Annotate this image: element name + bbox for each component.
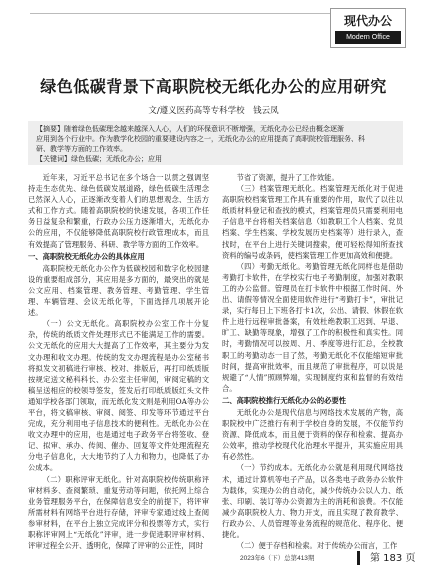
left-column bbox=[28, 172, 209, 551]
footer-bar bbox=[357, 551, 360, 565]
page-number: 第 183 页 bbox=[370, 553, 416, 564]
body-paragraph: 近年来，习近平总书记在多个场合一以贯之强调坚持走生态优先、绿色低碳发展道路，绿色低碳生活理念已然深入人心，正逐渐改变着人们的思想观念、生活方式和工作方式。随着高职院校的快速发展，各项工作任务日益复杂和繁重，行政办公压力逐渐增大，无纸化办公的应用，不仅能够降低高职院校行政管理成本，而且有效提高了管理服务、科研、教学等方面的工作效率。 bbox=[28, 173, 209, 249]
body-paragraph: （一）公文无纸化。高职院校办公室工作十分复杂，传统的纸质文件处理形式已不能满足工作的需要。公文无纸化的应用大大提高了工作效率，其主要分为发文办理和收文办理。传统的发文办理流程是办公室秘书将拟发文初稿进行审核、校对、排版后，再打印纸质版按规定送文秘科科长、办公室主任审阅，审阅定稿的文稿呈送相应的校领导签发，签发后打印纸质版红头文件通知学校各部门领取，而无纸化发文则是利用OA等办公平台，将文稿审核、审阅、阅签、印发等环节通过平台完成，充分利用电子信息技术的便利性。无纸化办公在收文办理中的应用，也是通过电子政务平台将签收、登记、拟审、承办、传阅、催办、回复等文件处理流程充分电子信息化，大大地节约了人力和物力，也降低了办公成本。 bbox=[28, 319, 209, 473]
header-rule bbox=[30, 13, 330, 14]
body-paragraph: 高职院校无纸化办公作为低碳校园和数字化校园建设的重要组成部分，其应用是多方面的，最突出的就是公文应用、档案管理、教务管理、考勤管理、学生管理、车辆管理、会议无纸化等，下面选择几项展开论述。 bbox=[28, 263, 209, 318]
issue-info: 2023年6（下）总第413期 bbox=[240, 555, 315, 562]
section-badge bbox=[330, 8, 406, 48]
section-title-en: Modern Office bbox=[335, 31, 401, 44]
body-paragraph: （一）节约成本。无纸化办公就是利用现代网络技术，通过计算机等电子产品，以各类电子政务办公软件为载体，实现办公的自动化，减少传统办公以人力、纸张、印刷、装订等办公资源为主的消耗和浪费。不仅能减少高职院校人力、物力开支，而且实现了教育教学、行政办公、人员管理等业务流程的规范化、程序化、便捷化。 bbox=[222, 463, 403, 539]
body-paragraph: （二）职称评审无纸化。针对高职院校传统职称评审材料多、查阅繁琐、重复劳动等问题，依托网上综合业务管理服务平台，在保障信息安全的前提下，将评审所需材料有网络平台进行存储，评审专家通过线上查阅参审材料，在平台上独立完成评分和投票等方式，实行职称评审网上“无纸化”评审，进一步促进职评审材料、评审过程全公开、透明化，保障了评审的公正性，同时 bbox=[28, 474, 209, 551]
section-title-cn: 现代办公 bbox=[343, 14, 392, 28]
article-title: 绿色低碳背景下高职院校无纸化办公的应用研究 bbox=[40, 77, 387, 96]
right-column bbox=[222, 172, 403, 551]
body-paragraph: （三）档案管理无纸化。档案管理无纸化对于促进高职院校档案管理工作具有重要的作用，取代了以往以纸质材料登记和查找的模式，档案管理员只需要利用电子信息平台将相关档案信息（如教职工个人档案、党员档案、学生档案、学校发展历史档案等）进行录入，查找时，在平台上进行关键词搜索，便可轻松得知所查找资料的编号或条码，使档案管理工作更加高效和便捷。 bbox=[222, 184, 403, 260]
abstract-line: 应用到各个行业中。作为教学化校园的重要建设内容之一，无纸化办公的应用提高了高职院校管理服务、科 bbox=[36, 135, 365, 143]
keywords-line: 【关键词】绿色低碳；无纸化办公；应用 bbox=[36, 155, 162, 163]
body-paragraph: （四）考勤无纸化。考勤管理无纸化同样也是借助考勤打卡软件，在学校实行电子考勤制度，加强对教职工的办公监督。管理员在打卡软件中根据工作时间、外出、请假等情况全面使用软件进行“考勤打卡”，审批记录，实行每日上下班各打卡1次，公出、请假、休假在软件上进行远程审批备案，有效杜绝教职工迟到、早退、旷工、缺勤等现象，增强了工作的积极性和真实性。同时，考勤情况可以按周、月、季度等进行汇总，全校教职工的考勤动态一目了然，考勤无纸化不仅能缩短审批时间，提高审批效率，而且规范了审批程序，可以说是规避了“人情”照顾弊端，实现制度约束和监督的有效结合。 bbox=[222, 261, 403, 393]
abstract-line: 研、教学等方面的工作效率。 bbox=[36, 145, 127, 153]
section-heading: 二、高职院校推行无纸化办公的必要性 bbox=[222, 395, 347, 405]
author-line: 文/遵义医药高等专科学校 钱云凤 bbox=[148, 106, 279, 116]
body-paragraph: （二）便于存档和检索。对于传统办公而言，工作 bbox=[236, 541, 398, 551]
body-paragraph: 无纸化办公是现代信息与网络技术发展的产物，高职院校中广泛推行有利于学校自身的发展，不仅能节约资源、降低成本，而且便于资料的保存和检索、提高办公效率，推动学校现代化治理水平提升，其实施应用具有必然性。 bbox=[222, 407, 403, 462]
abstract-box bbox=[28, 121, 403, 165]
body-paragraph: 节省了资源，提升了工作效能。 bbox=[236, 173, 339, 182]
section-heading: 一、高职院校无纸化办公的具体应用 bbox=[28, 251, 145, 261]
abstract-line: 【摘要】随着绿色低碳理念越来越深入人心，人们的环保意识不断增强，无纸化办公已经由概念逐渐 bbox=[36, 125, 344, 133]
